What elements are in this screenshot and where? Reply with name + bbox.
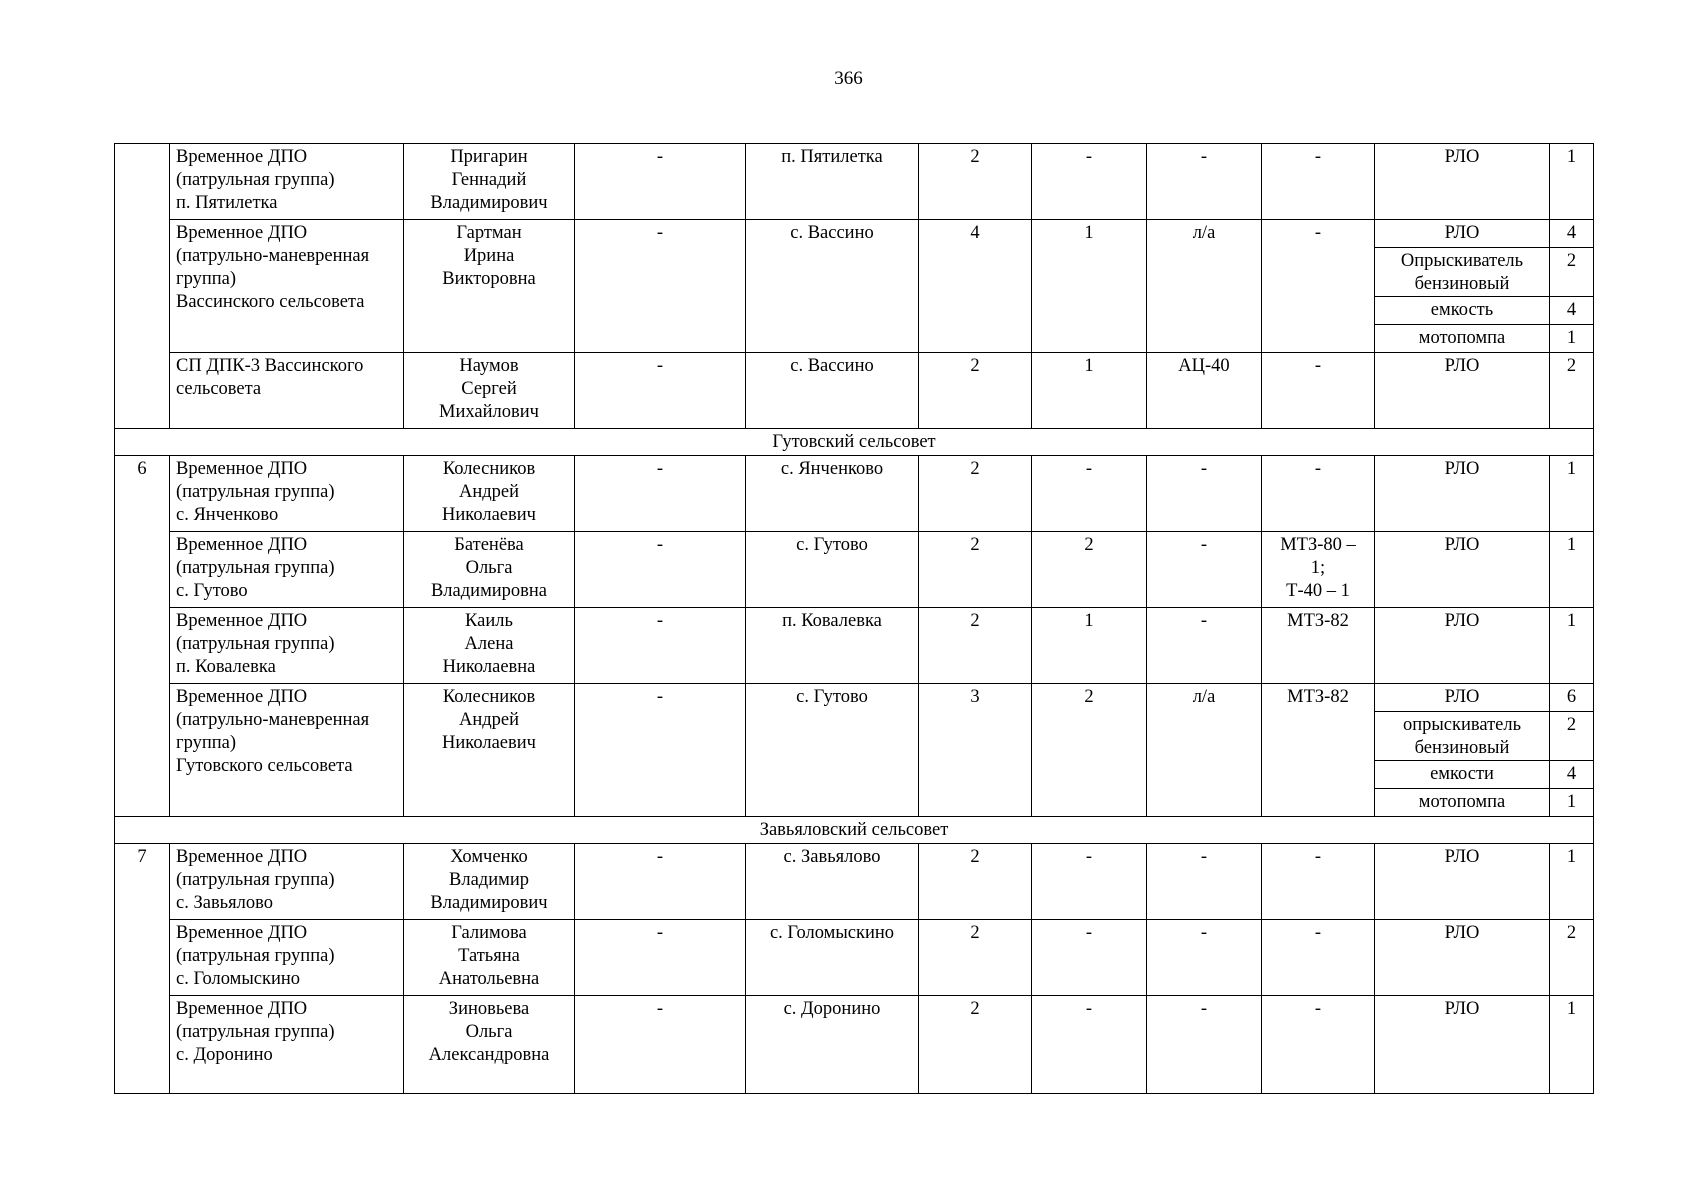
equipment-name — [1375, 456, 1550, 532]
equipment-name-line: РЛО — [1444, 459, 1480, 479]
row-number: 6 — [115, 456, 170, 817]
unit-name-line: Временное ДПО — [176, 459, 308, 479]
equipment-name — [1375, 789, 1550, 817]
table-row — [115, 532, 1594, 608]
col-6-value: - — [1032, 996, 1147, 1094]
vehicle: - — [1147, 844, 1262, 920]
table-row — [115, 144, 1594, 220]
col-6-value: - — [1032, 456, 1147, 532]
unit-name-line: сельсовета — [176, 379, 262, 399]
fire-units-table — [114, 143, 1594, 1094]
equipment-qty: 2 — [1550, 353, 1594, 429]
col-3-value: - — [575, 844, 746, 920]
unit-name-line: группа) — [176, 733, 237, 753]
machinery-line: - — [1314, 847, 1322, 867]
commander-name-line: Татьяна — [458, 946, 520, 966]
unit-name — [170, 456, 404, 532]
vehicle: - — [1147, 456, 1262, 532]
commander-name-line: Владимировна — [430, 581, 548, 601]
unit-name-line: с. Доронино — [176, 1045, 273, 1065]
commander-name-line: Каиль — [465, 611, 513, 631]
equipment-qty: 1 — [1550, 532, 1594, 608]
col-6-value: - — [1032, 920, 1147, 996]
unit-name-line: (патрульная группа) — [176, 946, 335, 966]
unit-name — [170, 844, 404, 920]
equipment-name — [1375, 144, 1550, 220]
table-row — [115, 996, 1594, 1094]
col-3-value: - — [575, 996, 746, 1094]
machinery-line: МТЗ-80 – — [1280, 535, 1356, 555]
equipment-qty: 4 — [1550, 761, 1594, 789]
equipment-name-line: РЛО — [1444, 687, 1480, 707]
commander-name-line: Ольга — [465, 1022, 513, 1042]
col-5-value: 2 — [919, 144, 1032, 220]
machinery-line: МТЗ-82 — [1287, 611, 1349, 631]
equipment-qty: 1 — [1550, 456, 1594, 532]
equipment-name-line: опрыскиватель — [1402, 715, 1522, 735]
commander-name — [404, 608, 575, 684]
equipment-name — [1375, 532, 1550, 608]
table-row — [115, 220, 1594, 248]
equipment-name-line: РЛО — [1444, 611, 1480, 631]
col-5-value: 2 — [919, 353, 1032, 429]
equipment-name-line: РЛО — [1444, 147, 1480, 167]
vehicle: - — [1147, 996, 1262, 1094]
col-6-value: 2 — [1032, 684, 1147, 817]
table-row — [115, 844, 1594, 920]
equipment-name-line: емкость — [1430, 300, 1494, 320]
commander-name — [404, 353, 575, 429]
equipment-name-line: РЛО — [1444, 999, 1480, 1019]
equipment-qty: 1 — [1550, 789, 1594, 817]
machinery-line: - — [1314, 923, 1322, 943]
commander-name-line: Колесников — [442, 459, 536, 479]
equipment-name — [1375, 920, 1550, 996]
equipment-name — [1375, 353, 1550, 429]
equipment-name — [1375, 761, 1550, 789]
unit-name-line: (патрульная группа) — [176, 1022, 335, 1042]
location: п. Пятилетка — [746, 144, 919, 220]
table-row — [115, 920, 1594, 996]
equipment-name-line: мотопомпа — [1418, 792, 1506, 812]
equipment-name — [1375, 684, 1550, 712]
equipment-name — [1375, 844, 1550, 920]
machinery-line: Т-40 – 1 — [1286, 581, 1350, 601]
location: с. Вассино — [746, 220, 919, 353]
section-header-row — [115, 429, 1594, 456]
commander-name-line: Алена — [464, 634, 514, 654]
commander-name-line: Владимирович — [430, 893, 548, 913]
unit-name-line: Вассинского сельсовета — [176, 292, 365, 312]
equipment-name — [1375, 297, 1550, 325]
commander-name — [404, 920, 575, 996]
unit-name-line: (патрульная группа) — [176, 634, 335, 654]
col-3-value: - — [575, 532, 746, 608]
row-number — [115, 144, 170, 429]
col-6-value: 1 — [1032, 220, 1147, 353]
vehicle: - — [1147, 920, 1262, 996]
commander-name-line: Владимир — [449, 870, 529, 890]
commander-name-line: Гартман — [456, 223, 522, 243]
location: с. Гутово — [746, 532, 919, 608]
col-3-value: - — [575, 220, 746, 353]
commander-name — [404, 844, 575, 920]
unit-name-line: (патрульная группа) — [176, 558, 335, 578]
equipment-qty: 1 — [1550, 844, 1594, 920]
equipment-name-line: бензиновый — [1414, 274, 1510, 294]
unit-name — [170, 996, 404, 1094]
commander-name-line: Наумов — [459, 356, 519, 376]
commander-name-line: Хомченко — [450, 847, 528, 867]
table-row — [115, 684, 1594, 712]
equipment-name-line: РЛО — [1444, 847, 1480, 867]
machinery-line: - — [1314, 223, 1322, 243]
table-row — [115, 456, 1594, 532]
commander-name — [404, 220, 575, 353]
machinery-line: МТЗ-82 — [1287, 687, 1349, 707]
equipment-qty: 1 — [1550, 996, 1594, 1094]
commander-name-line: Ольга — [465, 558, 513, 578]
unit-name — [170, 353, 404, 429]
machinery-line: - — [1314, 459, 1322, 479]
unit-name-line: Временное ДПО — [176, 223, 308, 243]
machinery-line: 1; — [1310, 558, 1326, 578]
unit-name-line: Временное ДПО — [176, 535, 308, 555]
commander-name-line: Николаевна — [442, 657, 536, 677]
section-header-row — [115, 817, 1594, 844]
commander-name — [404, 144, 575, 220]
equipment-name — [1375, 608, 1550, 684]
vehicle: - — [1147, 608, 1262, 684]
unit-name-line: (патрульно-маневренная — [176, 246, 370, 266]
unit-name-line: Временное ДПО — [176, 923, 308, 943]
commander-name-line: Александровна — [428, 1045, 550, 1065]
commander-name-line: Зиновьева — [448, 999, 530, 1019]
col-5-value: 2 — [919, 996, 1032, 1094]
unit-name-line: (патрульно-маневренная — [176, 710, 370, 730]
location: с. Доронино — [746, 996, 919, 1094]
equipment-name-line: бензиновый — [1414, 738, 1510, 758]
commander-name — [404, 532, 575, 608]
col-5-value: 4 — [919, 220, 1032, 353]
machinery — [1262, 684, 1375, 817]
machinery — [1262, 844, 1375, 920]
unit-name — [170, 220, 404, 353]
commander-name-line: Владимирович — [430, 193, 548, 213]
equipment-qty: 4 — [1550, 220, 1594, 248]
location: с. Вассино — [746, 353, 919, 429]
unit-name-line: (патрульная группа) — [176, 170, 335, 190]
machinery — [1262, 608, 1375, 684]
machinery — [1262, 144, 1375, 220]
equipment-name-line: мотопомпа — [1418, 328, 1506, 348]
equipment-qty: 4 — [1550, 297, 1594, 325]
commander-name-line: Анатольевна — [438, 969, 540, 989]
commander-name — [404, 684, 575, 817]
col-3-value: - — [575, 920, 746, 996]
equipment-name — [1375, 325, 1550, 353]
vehicle: - — [1147, 144, 1262, 220]
section-title: Гутовский сельсовет — [115, 429, 1594, 456]
equipment-qty: 1 — [1550, 325, 1594, 353]
commander-name — [404, 996, 575, 1094]
location: с. Голомыскино — [746, 920, 919, 996]
commander-name — [404, 456, 575, 532]
equipment-qty: 1 — [1550, 144, 1594, 220]
col-3-value: - — [575, 684, 746, 817]
unit-name-line: с. Голомыскино — [176, 969, 301, 989]
col-6-value: - — [1032, 844, 1147, 920]
table-row — [115, 608, 1594, 684]
table-body — [115, 144, 1594, 1094]
col-5-value: 3 — [919, 684, 1032, 817]
col-3-value: - — [575, 144, 746, 220]
equipment-qty: 1 — [1550, 608, 1594, 684]
machinery-line: - — [1314, 999, 1322, 1019]
vehicle: л/а — [1147, 220, 1262, 353]
equipment-name-line: емкости — [1430, 764, 1494, 784]
table-row — [115, 353, 1594, 429]
machinery — [1262, 920, 1375, 996]
commander-name-line: Колесников — [442, 687, 536, 707]
col-6-value: - — [1032, 144, 1147, 220]
equipment-qty: 2 — [1550, 248, 1594, 297]
equipment-name — [1375, 996, 1550, 1094]
equipment-name-line: Опрыскиватель — [1400, 251, 1524, 271]
equipment-name-line: РЛО — [1444, 223, 1480, 243]
commander-name-line: Андрей — [458, 482, 520, 502]
equipment-qty: 6 — [1550, 684, 1594, 712]
unit-name-line: п. Пятилетка — [176, 193, 278, 213]
col-3-value: - — [575, 456, 746, 532]
commander-name-line: Ирина — [463, 246, 515, 266]
unit-name — [170, 684, 404, 817]
col-6-value: 1 — [1032, 353, 1147, 429]
unit-name-line: с. Янченково — [176, 505, 279, 525]
unit-name-line: п. Ковалевка — [176, 657, 276, 677]
unit-name — [170, 608, 404, 684]
machinery — [1262, 353, 1375, 429]
equipment-qty: 2 — [1550, 712, 1594, 761]
machinery — [1262, 996, 1375, 1094]
unit-name-line: (патрульная группа) — [176, 482, 335, 502]
commander-name-line: Михайлович — [439, 402, 539, 422]
unit-name-line: Временное ДПО — [176, 147, 308, 167]
location: с. Гутово — [746, 684, 919, 817]
commander-name-line: Викторовна — [442, 269, 536, 289]
commander-name-line: Геннадий — [451, 170, 527, 190]
unit-name-line: (патрульная группа) — [176, 870, 335, 890]
equipment-name-line: РЛО — [1444, 535, 1480, 555]
commander-name-line: Сергей — [461, 379, 517, 399]
commander-name-line: Андрей — [458, 710, 520, 730]
col-3-value: - — [575, 353, 746, 429]
col-5-value: 2 — [919, 608, 1032, 684]
row-number: 7 — [115, 844, 170, 1094]
col-5-value: 2 — [919, 920, 1032, 996]
commander-name-line: Пригарин — [450, 147, 528, 167]
equipment-name-line: РЛО — [1444, 923, 1480, 943]
unit-name-line: с. Гутово — [176, 581, 248, 601]
equipment-name — [1375, 220, 1550, 248]
unit-name — [170, 920, 404, 996]
commander-name-line: Николаевич — [442, 505, 536, 525]
location: п. Ковалевка — [746, 608, 919, 684]
equipment-name-line: РЛО — [1444, 356, 1480, 376]
col-3-value: - — [575, 608, 746, 684]
page-number: 366 — [834, 68, 863, 89]
unit-name-line: группа) — [176, 269, 237, 289]
col-6-value: 2 — [1032, 532, 1147, 608]
section-title: Завьяловский сельсовет — [115, 817, 1594, 844]
col-5-value: 2 — [919, 844, 1032, 920]
equipment-qty: 2 — [1550, 920, 1594, 996]
machinery — [1262, 456, 1375, 532]
unit-name-line: Временное ДПО — [176, 611, 308, 631]
unit-name-line: Временное ДПО — [176, 999, 308, 1019]
unit-name-line: Гутовского сельсовета — [176, 756, 353, 776]
unit-name — [170, 532, 404, 608]
machinery-line: - — [1314, 147, 1322, 167]
unit-name-line: Временное ДПО — [176, 687, 308, 707]
unit-name — [170, 144, 404, 220]
commander-name-line: Николаевич — [442, 733, 536, 753]
location: с. Янченково — [746, 456, 919, 532]
location: с. Завьялово — [746, 844, 919, 920]
unit-name-line: с. Завьялово — [176, 893, 273, 913]
col-5-value: 2 — [919, 532, 1032, 608]
col-6-value: 1 — [1032, 608, 1147, 684]
equipment-name — [1375, 248, 1550, 297]
vehicle: АЦ-40 — [1147, 353, 1262, 429]
vehicle: л/а — [1147, 684, 1262, 817]
commander-name-line: Батенёва — [454, 535, 524, 555]
unit-name-line: Временное ДПО — [176, 847, 308, 867]
commander-name-line: Галимова — [451, 923, 527, 943]
machinery — [1262, 532, 1375, 608]
machinery-line: - — [1314, 356, 1322, 376]
vehicle: - — [1147, 532, 1262, 608]
machinery — [1262, 220, 1375, 353]
col-5-value: 2 — [919, 456, 1032, 532]
equipment-name — [1375, 712, 1550, 761]
unit-name-line: СП ДПК-3 Вассинского — [176, 356, 364, 376]
